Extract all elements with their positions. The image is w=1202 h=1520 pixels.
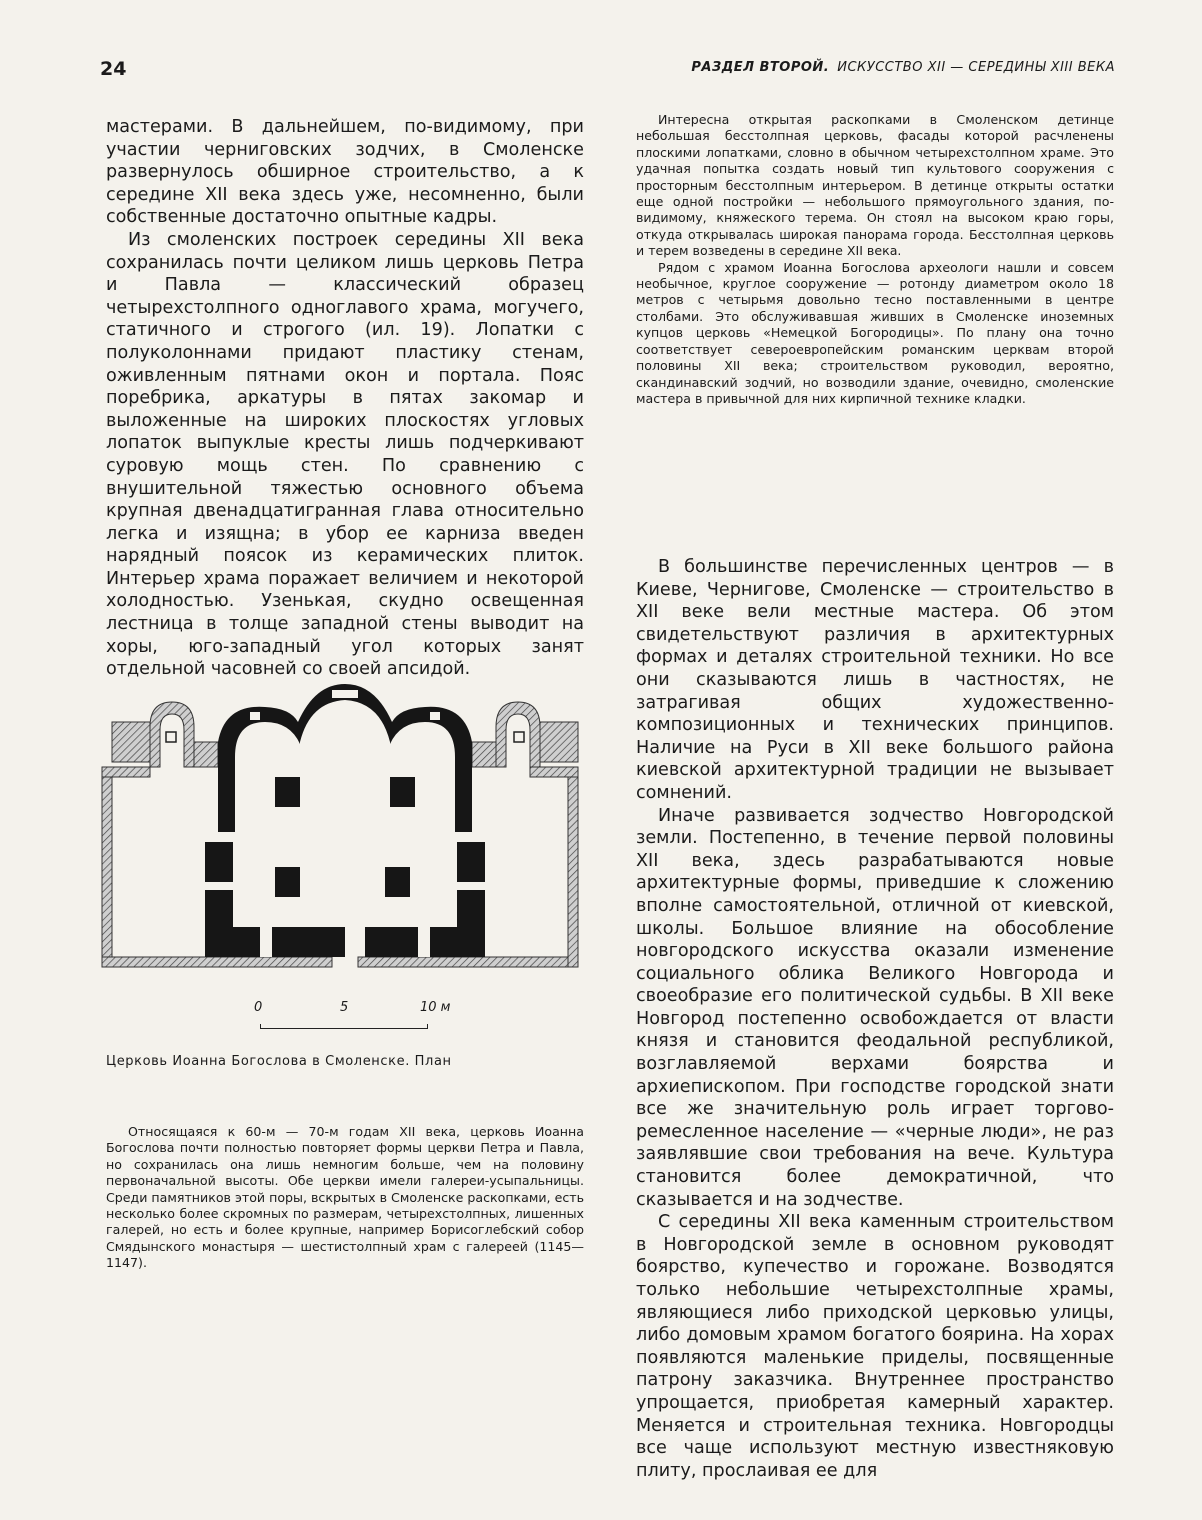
church-floor-plan [100, 682, 590, 972]
right-paragraph-3: С середины XII века каменным строительством в Новгородской земле в основном руководят боярство, купечество и горожане. Возводятся только небольшие четырехстолпные храмы, являющиеся либо приходской церковью улицы, либо домовым храмом богатого боярина. На хорах появляются маленькие приделы, посвященные патрону заказчика. Внутреннее пространство упрощается, приобретая камерный характер. Меняется и строительная техника. Новгородцы все чаще используют местную известняковую плиту, прослаивая ее для [636, 1212, 1114, 1481]
figure-caption: Церковь Иоанна Богослова в Смоленске. План [106, 1054, 452, 1069]
right-top-paragraph-2: Рядом с храмом Иоанна Богослова археологи нашли и совсем необычное, круглое сооружение — ротонду диаметром около 18 метров с четырьмя довольно тесно поставленными в центре столбами. Это обслуживавшая живших в Смоленске иноземных купцов церковь «Немецкой Богородицы». По плану она точно соответствует североевропейским романским церквам второй половины XII века; строительством руководил, вероятно, скандинавский зодчий, но возводили здание, очевидно, смоленские мастера в привычной для них кирпичной технике кладки. [636, 259, 1114, 406]
left-column [106, 116, 584, 681]
running-head-title: ИСКУССТВО XII — СЕРЕДИНЫ XIII ВЕКА [837, 60, 1115, 75]
right-paragraph-2: Иначе развивается зодчество Новгородской земли. Постепенно, в течение первой половины XII века, здесь разрабатываются новые архитектурные формы, приведшие к сложению вполне самостоятельной, отличной от киевской, школы. Большое влияние на обособление новгородского искусства оказали изменение социального облика Великого Новгорода и своеобразие его политической судьбы. В XII веке Новгород постепенно освобождается от власти князя и становится феодальной республикой, возглавляемой верхами боярства и архиепископом. При господстве городской знати все же значительную роль играет торгово-ремесленное население — «черные люди», не раз заявлявшие свои требования на вече. Культура становится более демократичной, что сказывается и на зодчестве. [636, 805, 1114, 1210]
left-paragraph-2: Из смоленских построек середины XII века сохранилась почти целиком лишь церковь Петра и Павла — классический образец четырехстолпного одноглавого храма, могучего, статичного и строгого (ил. 19). Лопатки с полуколоннами придают пластику стенам, оживленным пятнами окон и портала. Пояс поребрика, аркатуры в пятах закомар и выложенные на широких плоскостях угловых лопаток выпуклые кресты лишь подчеркивают суровую мощь стен. По сравнению с внушительной тяжестью основного объема крупная двенадцатигранная глава относительно легка и изящна; в убор ее карниза введен нарядный поясок из керамических плиток. Интерьер храма поражает величием и некоторой холодностью. Узенькая, скудно освещенная лестница в толще западной стены выводит на хоры, юго-западный угол которых занят отдельной часовней со своей апсидой. [106, 229, 584, 680]
scale-label-0: 0 [254, 1000, 263, 1015]
right-paragraph-1: В большинстве перечисленных центров — в Киеве, Чернигове, Смоленске — строительство в XII веке вели местные мастера. Об этом свидетельствуют различия в архитектурных формах и деталях строительной техники. Но все они сказываются лишь в частностях, не затрагивая общих художественно-композиционных и технических принципов. Наличие на Руси в XII веке большого района киевской архитектурной традиции не вызывает сомнений. [636, 557, 1114, 803]
scale-label-5: 5 [340, 1000, 349, 1015]
scale-label-10: 10 м [420, 1000, 451, 1015]
running-head-section: РАЗДЕЛ ВТОРОЙ. [691, 60, 830, 75]
running-head [660, 60, 1115, 75]
right-top-column [636, 112, 1114, 407]
left-bottom-column [106, 1124, 584, 1272]
scale-bar [254, 1000, 454, 1040]
page-number: 24 [100, 58, 127, 80]
right-top-paragraph-1: Интересна открытая раскопками в Смоленском детинце небольшая бесстолпная церковь, фасады которой расчленены плоскими лопатками, словно в обычном четырехстолпном храме. Это удачная попытка создать новый тип культового сооружения с просторным бесстолпным интерьером. В детинце открыты остатки еще одной постройки — небольшого прямоугольного здания, по-видимому, княжеского терема. Он стоял на высоком краю горы, откуда открывалась широкая панорама города. Бесстолпная церковь и терем возведены в середине XII века. [636, 112, 1114, 259]
left-bottom-paragraph-1: Относящаяся к 60-м — 70-м годам XII века, церковь Иоанна Богослова почти полностью повторяет формы церкви Петра и Павла, но сохранилась она лишь немногим больше, чем на половину первоначальной высоты. Обе церкви имели галереи-усыпальницы. Среди памятников этой поры, вскрытых в Смоленске раскопками, есть несколько более скромных по размерам, четырехстолпных, лишенных галерей, но есть и более крупные, например Борисоглебский собор Смядынского монастыря — шестистолпный храм с галереей (1145—1147). [106, 1124, 584, 1271]
left-paragraph-1: мастерами. В дальнейшем, по-видимому, при участии черниговских зодчих, в Смоленске развернулось обширное строительство, а к середине XII века здесь уже, несомненно, были собственные достаточно опытные кадры. [106, 117, 584, 228]
right-main-column [636, 556, 1114, 1482]
scale-line [260, 1024, 428, 1029]
